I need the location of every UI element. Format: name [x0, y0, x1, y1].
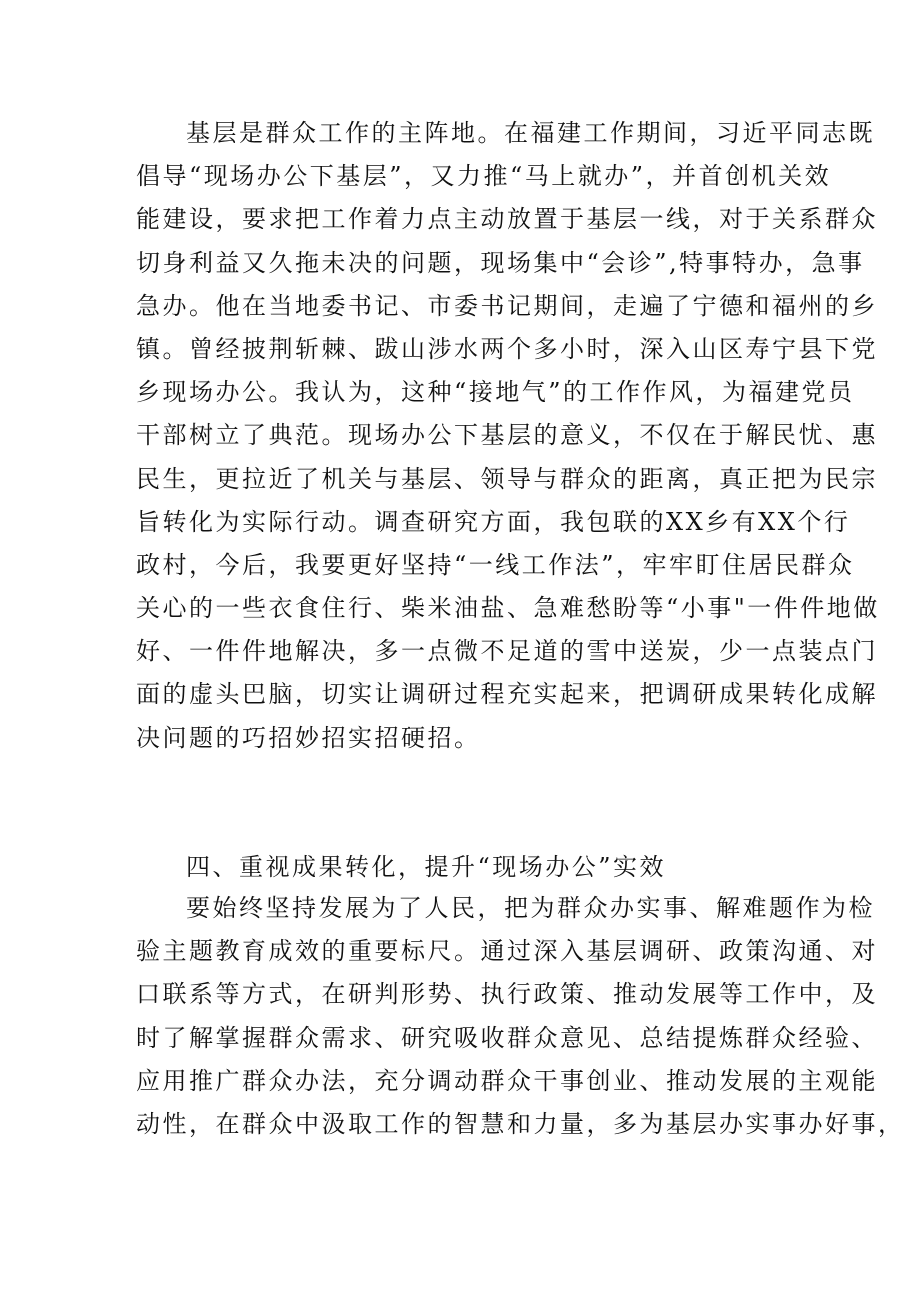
paragraph-line: 好、一件件地解决，多一点微不足道的雪中送炭，少一点装点门: [136, 637, 878, 666]
paragraph-results-transformation: [136, 887, 905, 1146]
paragraph-line: 要始终坚持发展为了人民，把为群众办实事、解难题作为检: [186, 894, 875, 922]
paragraph-line: 民生，更拉近了机关与基层、领导与群众的距离，真正把为民宗: [136, 464, 878, 493]
section-heading-text: 四、重视成果转化，提升“现场办公”实效: [186, 853, 667, 881]
paragraph-line: 镇。曾经披荆斩棘、跋山涉水两个多小时，深入山区寿宁县下党: [136, 334, 878, 363]
paragraph-line: 应用推广群众办法，充分调动群众干事创业、推动发展的主观能: [136, 1066, 878, 1095]
paragraph-line: 切身利益又久拖未决的问题，现场集中“会诊”,特事特办，急事: [136, 248, 865, 277]
paragraph-line: 基层是群众工作的主阵地。在福建工作期间，习近平同志既: [186, 119, 875, 147]
paragraph-line: 乡现场办公。我认为，这种“接地气”的工作作风，为福建党员: [136, 378, 855, 407]
paragraph-line: 决问题的巧招妙招实招硬招。: [136, 723, 481, 752]
paragraph-line: 验主题教育成效的重要标尺。通过深入基层调研、政策沟通、对: [136, 937, 878, 966]
section-heading-four: [136, 846, 836, 889]
paragraph-line: 面的虚头巴脑，切实让调研过程充实起来，把调研成果转化成解: [136, 680, 878, 709]
paragraph-line: 口联系等方式，在研判形势、执行政策、推动发展等工作中，及: [136, 980, 878, 1009]
paragraph-line: 旨转化为实际行动。调查研究方面，我包联的XX乡有XX个行: [136, 507, 851, 536]
paragraph-line: 政村，今后，我要更好坚持“一线工作法”，牢牢盯住居民群众: [136, 550, 855, 579]
paragraph-line: 动性，在群众中汲取工作的智慧和力量，多为基层办实事办好事，: [136, 1109, 905, 1138]
paragraph-line: 干部树立了典范。现场办公下基层的意义，不仅在于解民忧、惠: [136, 421, 878, 450]
paragraph-line: 急办。他在当地委书记、市委书记期间，走遍了宁德和福州的乡: [136, 291, 878, 320]
paragraph-grassroots-work: [136, 112, 880, 760]
paragraph-line: 时了解掌握群众需求、研究吸收群众意见、总结提炼群众经验、: [136, 1023, 878, 1052]
paragraph-line: 能建设，要求把工作着力点主动放置于基层一线，对于关系群众: [136, 205, 878, 234]
paragraph-line: 关心的一些衣食住行、柴米油盐、急难愁盼等“小事"一件件地做: [136, 594, 880, 623]
paragraph-line: 倡导“现场办公下基层”，又力推“马上就办”，并首创机关效: [136, 162, 832, 191]
